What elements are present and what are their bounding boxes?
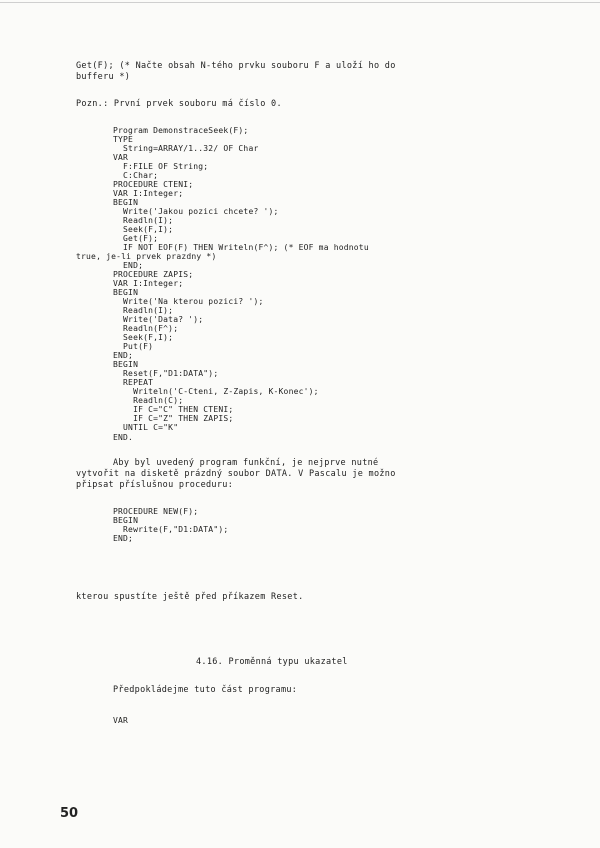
code-line: Write('Jakou pozici chcete? ');: [113, 207, 279, 216]
text-line: bufferu *): [76, 72, 131, 82]
code-line: Write('Na kterou pozici? ');: [113, 297, 264, 306]
code-line: BEGIN: [113, 198, 139, 207]
code-line: PROCEDURE CTENI;: [113, 180, 194, 189]
code-line: true, je-li prvek prazdny *): [76, 252, 217, 261]
code-line: END;: [113, 534, 134, 543]
code-line: IF C="C" THEN CTENI;: [113, 405, 234, 414]
code-line: END;: [113, 261, 144, 270]
page-number: 50: [60, 806, 79, 821]
note-text: Pozn.: První prvek souboru má číslo 0.: [76, 99, 282, 109]
code-line: IF NOT EOF(F) THEN Writeln(F^); (* EOF ma hodnotu: [113, 243, 369, 252]
code-line: Put(F): [113, 342, 154, 351]
code-line: C:Char;: [113, 171, 159, 180]
code-line: Program DemonstraceSeek(F);: [113, 126, 249, 135]
text-line: Aby byl uvedený program funkční, je nejprve nutné: [113, 458, 379, 468]
text-line: připsat příslušnou proceduru:: [76, 480, 234, 490]
code-line: Readln(I);: [113, 216, 174, 225]
code-line: UNTIL C="K": [113, 423, 179, 432]
code-line: PROCEDURE NEW(F);: [113, 507, 199, 516]
code-line: Get(F);: [113, 234, 159, 243]
code-line: String=ARRAY/1..32/ OF Char: [113, 144, 259, 153]
code-line: Readln(I);: [113, 306, 174, 315]
code-line: END.: [113, 433, 134, 442]
code-line: Rewrite(F,"D1:DATA");: [113, 525, 229, 534]
code-line: IF C="Z" THEN ZAPIS;: [113, 414, 234, 423]
code-line: VAR: [113, 716, 129, 725]
code-line: Seek(F,I);: [113, 225, 174, 234]
code-line: Seek(F,I);: [113, 333, 174, 342]
text-line: vytvořit na disketě prázdný soubor DATA. V Pascalu je možno: [76, 469, 396, 479]
code-line: Readln(C);: [113, 396, 184, 405]
code-line: PROCEDURE ZAPIS;: [113, 270, 194, 279]
code-line: TYPE: [113, 135, 134, 144]
text-line: Get(F); (* Načte obsah N-tého prvku souboru F a uloží ho do: [76, 61, 396, 71]
code-line: Write('Data? ');: [113, 315, 204, 324]
code-line: END;: [113, 351, 134, 360]
code-line: BEGIN: [113, 288, 139, 297]
code-line: VAR: [113, 153, 129, 162]
code-line: BEGIN: [113, 360, 139, 369]
text-line: kterou spustíte ještě před příkazem Reset.: [76, 592, 304, 602]
scan-edge-line: [0, 2, 600, 3]
text-line: Předpokládejme tuto část programu:: [113, 685, 298, 695]
code-line: Reset(F,"D1:DATA");: [113, 369, 219, 378]
section-heading: 4.16. Proměnná typu ukazatel: [196, 657, 348, 667]
code-line: F:FILE OF String;: [113, 162, 209, 171]
code-line: REPEAT: [113, 378, 154, 387]
code-line: VAR I:Integer;: [113, 189, 184, 198]
code-line: VAR I:Integer;: [113, 279, 184, 288]
code-line: Readln(F^);: [113, 324, 179, 333]
code-line: Writeln('C-Cteni, Z-Zapis, K-Konec');: [113, 387, 319, 396]
code-line: BEGIN: [113, 516, 139, 525]
